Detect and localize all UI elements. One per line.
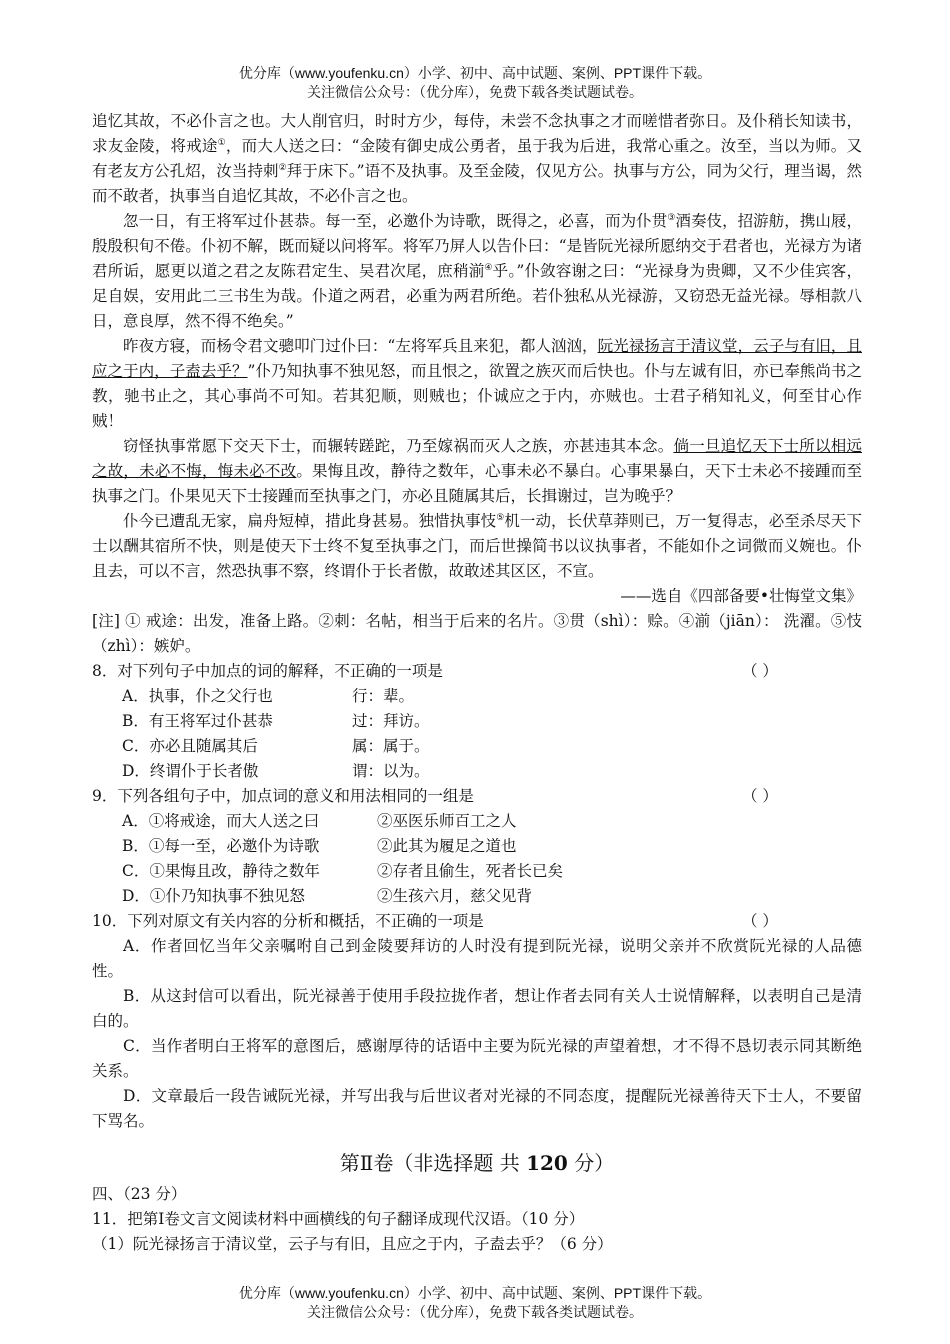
text-run: 酒奏伎，招游舫，携山屐，殷殷积旬不倦。仆初不解，既而疑以问将军。将军乃屏人以告仆曰：“是皆阮光禄所愿纳交于君者也，光禄方为诸君所诟，愿更以道之君之友陈君定生、吴君次尾，庶稍湔 (92, 212, 862, 280)
option-c (92, 734, 862, 759)
passage-paragraph-3 (92, 334, 862, 434)
question-10 (92, 909, 862, 1134)
footer-line-2: 关注微信公众号：（优分库），免费下载各类试题试卷。 (307, 1304, 643, 1320)
answer-bracket: （ ） (742, 787, 778, 805)
passage-paragraph-4 (92, 434, 862, 509)
passage-paragraph-2 (92, 209, 862, 334)
footnote-mark: ③ (667, 212, 676, 223)
text-run: 窃怪执事常愿下交天下士，而辗转蹉跎，乃至嫁祸而灭人之族，亦甚违其本念。 (123, 437, 674, 455)
answer-bracket: （ ） (742, 662, 778, 680)
footnote-mark: ④ (484, 262, 493, 273)
underlined-sentence: 阮光禄扬言于清议堂，云子与有旧，且应之于内，子盍去乎？ (92, 337, 862, 380)
option-c: C．当作者明白王将军的意图后，感谢厚待的话语中主要为阮光禄的声望着想，才不得不恳切表示同其断绝关系。 (92, 1037, 862, 1080)
footnote-mark: ⑤ (496, 512, 505, 523)
header-line-1: 优分库（www.youfenku.cn）小学、初中、高中试题、案例、PPT课件下载。 (238, 65, 712, 81)
option-a (92, 809, 862, 834)
option-text: ②巫医乐师百工之人 (377, 812, 517, 830)
option-d: D．文章最后一段告诫阮光禄，并写出我与后世议者对光禄的不同态度，提醒阮光禄善待天下士人，不要留下骂名。 (92, 1087, 862, 1130)
option-gloss: 行：辈。 (352, 687, 415, 705)
option-b (92, 834, 862, 859)
option-gloss: 谓：以为。 (352, 762, 430, 780)
question-8 (92, 659, 862, 784)
text-run: 。果悔且改，静待之数年，心事未必不暴白。心事果暴白，天下士未必不接踵而至执事之门。仆果见天下士接踵而至执事之门，亦必且随属其后，长揖谢过，岂为晚乎？ (92, 462, 862, 505)
text-run: 分） (567, 1151, 615, 1175)
option-gloss: 属：属于。 (352, 737, 430, 755)
question-11-1: （1）阮光禄扬言于清议堂，云子与有旧，且应之于内，子盍去乎？（6 分） (92, 1235, 613, 1253)
text-run: ，而大人送之曰：“金陵有御史成公勇者，虽于我为后进，我常心重之。汝至，当以为师。又有老友方公孔炤，汝当持刺 (92, 137, 862, 180)
score-total: 120 (526, 1151, 568, 1175)
text-run: 仆今已遭乱无家，扁舟短棹，措此身甚易。独惜执事忮 (123, 512, 497, 530)
option-text: D．终谓仆于长者傲 (122, 762, 259, 780)
underlined-sentence: 倘一旦追忆天下士所以相远之故，未必不悔，悔未必不改 (92, 437, 862, 480)
question-stem: 8．对下列句子中加点的词的解释，不正确的一项是 (92, 662, 443, 680)
annotation-notes: [注] ① 戒途：出发，准备上路。②刺：名帖，相当于后来的名片。③贯（shì）：赊。④湔（jiān）： 洗濯。⑤忮（zhì）：嫉妒。 (92, 612, 862, 655)
option-d (92, 759, 862, 784)
passage-paragraph-1 (92, 109, 862, 209)
question-9 (92, 784, 862, 909)
option-text: C．①果悔且改，静待之数年 (122, 862, 320, 880)
option-text: ②生孩六月，慈父见背 (377, 887, 533, 905)
question-stem: 9．下列各组句子中，加点词的意义和用法相同的一组是 (92, 787, 474, 805)
page-footer (0, 1284, 950, 1322)
part-four-heading: 四、（23 分） (92, 1185, 187, 1203)
option-text: D．①仆乃知执事不独见怒 (122, 887, 305, 905)
option-text: A．执事，仆之父行也 (122, 687, 273, 705)
text-run: 忽一日，有王将军过仆甚恭。每一至，必邀仆为诗歌，既得之，必喜，而为仆贯 (123, 212, 668, 230)
option-a: A．作者回忆当年父亲嘱咐自己到金陵要拜访的人时没有提到阮光禄，说明父亲并不欣赏阮光禄的人品德性。 (92, 937, 862, 980)
text-run: ”仆乃知执事不独见怒，而且恨之，欲置之族灭而后快也。仆与左诚有旧，亦已奉熊尚书之教，驰书止之，其心事尚不可知。若其犯顺，则贼也；仆诚应之于内，亦贼也。士君子稍知礼义，何至甘心作贼！ (92, 362, 862, 430)
text-run: 昨夜方寝，而杨令君文骢叩门过仆曰：“左将军兵且来犯，都人汹汹， (123, 337, 598, 355)
option-text: ②此其为履足之道也 (377, 837, 517, 855)
passage-source: ——选自《四部备要•壮悔堂文集》 (620, 587, 862, 605)
page-header (0, 64, 950, 102)
answer-bracket: （ ） (742, 912, 778, 930)
section-2-title (92, 1148, 862, 1178)
text-run: 机一动，长伏草莽则已，万一复得志，必至杀尽天下士以酬其宿所不快，则是使天下士终不复至执事之门，而后世操简书以议执事者，不能如仆之词微而义婉也。仆且去，可以不言，然恐执事不察，终谓仆于长者傲，故敢述其区区，不宣。 (92, 512, 862, 580)
question-11: 11．把第Ⅰ卷文言文阅读材料中画横线的句子翻译成现代汉语。（10 分） (92, 1210, 585, 1228)
option-b: B．从这封信可以看出，阮光禄善于使用手段拉拢作者，想让作者去同有关人士说情解释，以表明自己是清白的。 (92, 987, 862, 1030)
question-stem: 10．下列对原文有关内容的分析和概括，不正确的一项是 (92, 912, 484, 930)
text-run: 拜于床下。”语不及执事。及至金陵，仅见方公。执事与方公，同为父行，理当谒，然而不敢者，执事当自追忆其故，不必仆言之也。 (92, 162, 862, 205)
footnote-mark: ① (217, 137, 226, 148)
document-body (92, 109, 862, 1257)
option-text: C．亦必且随属其后 (122, 737, 258, 755)
text-run: 追忆其故，不必仆言之也。大人削官归，时时方少，每侍，未尝不念执事之才而嗟惜者弥日。及仆稍长知读书，求友金陵，将戒途 (92, 112, 862, 155)
option-c (92, 859, 862, 884)
option-d (92, 884, 862, 909)
option-text: B．有王将军过仆甚恭 (122, 712, 273, 730)
option-a (92, 684, 862, 709)
passage-paragraph-5 (92, 509, 862, 584)
header-line-2: 关注微信公众号：（优分库），免费下载各类试题试卷。 (307, 84, 643, 100)
option-gloss: 过：拜访。 (352, 712, 430, 730)
option-text: ②存者且偷生，死者长已矣 (377, 862, 564, 880)
option-b (92, 709, 862, 734)
option-text: B．①每一至，必邀仆为诗歌 (122, 837, 320, 855)
text-run: 乎。”仆敛容谢之曰：“光禄身为贵卿，又不少佳宾客，足自娱，安用此二三书生为哉。仆道之两君，必重为两君所绝。若仆独私从光禄游，又窃恐无益光禄。辱相款八日，意良厚，然不得不绝矣。” (92, 262, 862, 330)
footnote-mark: ② (278, 162, 287, 173)
option-text: A．①将戒途，而大人送之曰 (122, 812, 320, 830)
text-run: 第Ⅱ卷（非选择题 共 (339, 1151, 527, 1175)
footer-line-1: 优分库（www.youfenku.cn）小学、初中、高中试题、案例、PPT课件下载。 (238, 1285, 712, 1301)
